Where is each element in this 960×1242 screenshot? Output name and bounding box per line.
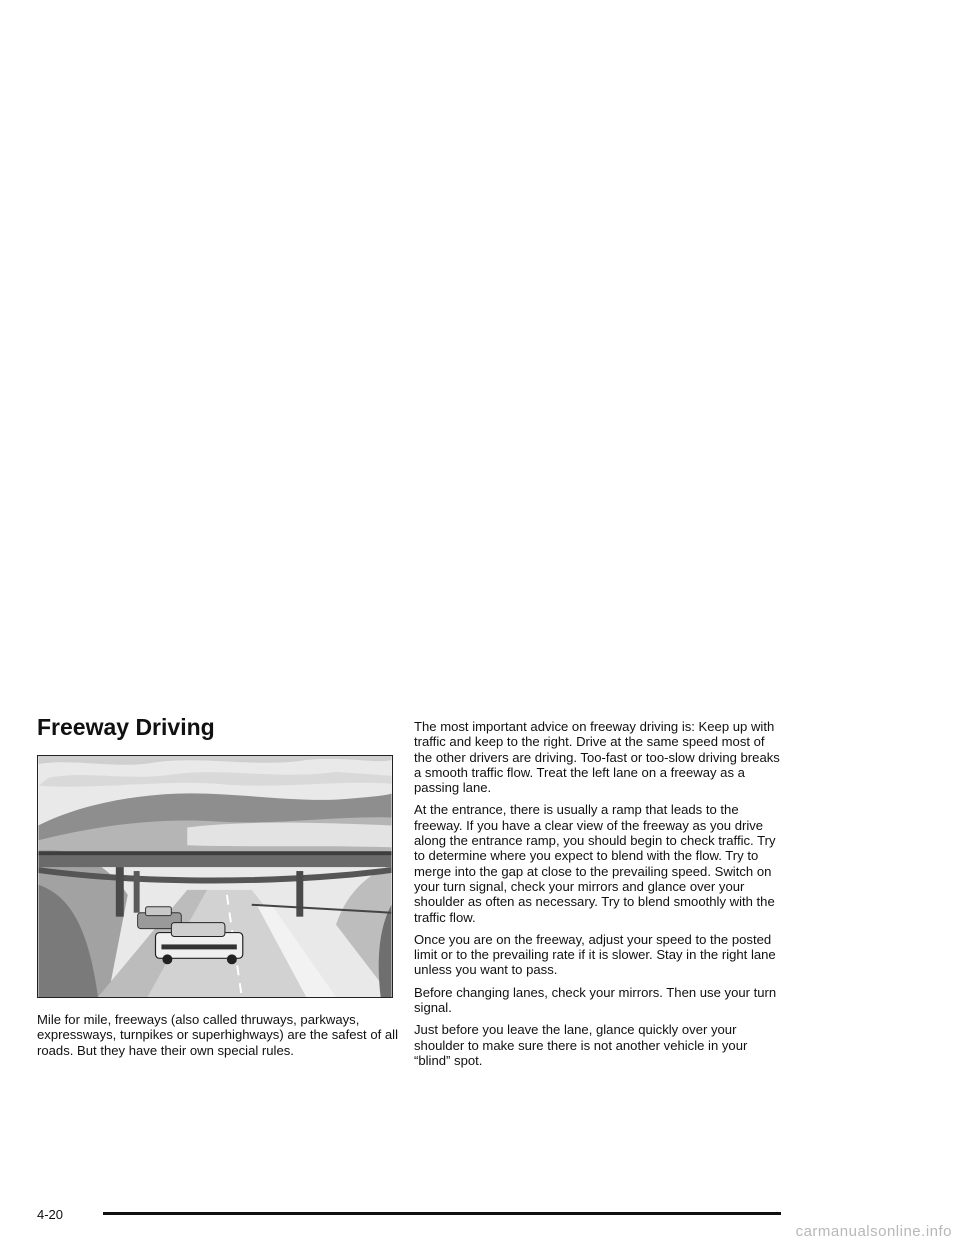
watermark-text: carmanualsonline.info (795, 1223, 952, 1240)
freeway-drawing (38, 756, 392, 997)
paragraph: The most important advice on freeway driving is: Keep up with traffic and keep to the right. Drive at the same speed most of the other drivers are driving. Too-fast or too-slow driving breaks a smooth traffic flow. Treat the left lane on a freeway as a passing lane. (414, 719, 780, 796)
section-title: Freeway Driving (37, 714, 215, 740)
paragraph: Just before you leave the lane, glance quickly over your shoulder to make sure there is not another vehicle in your “blind” spot. (414, 1022, 748, 1068)
left-column (37, 1012, 399, 1065)
paragraph: Mile for mile, freeways (also called thruways, parkways, expressways, turnpikes or superhighways) are the safest of all roads. But they have their own special rules. (37, 1012, 398, 1058)
footer-divider (103, 1212, 781, 1215)
right-column (414, 719, 786, 1075)
page-number: 4-20 (37, 1207, 64, 1222)
paragraph: Before changing lanes, check your mirrors. Then use your turn signal. (414, 984, 777, 1016)
freeway-illustration (37, 755, 393, 998)
paragraph: At the entrance, there is usually a ramp that leads to the freeway. If you have a clear view of the freeway as you drive along the entrance ramp, you should begin to check traffic. Try to determine where you expect to blend with the flow. Try to merge into the gap at close to the prevailing speed. Switch on your turn signal, check your mirrors and glance over your shoulder as often as necessary. Try to blend smoothly with the traffic flow. (414, 802, 776, 925)
paragraph: Once you are on the freeway, adjust your speed to the posted limit or to the prevailing rate if it is slower. Stay in the right lane unless you want to pass. (414, 931, 776, 978)
